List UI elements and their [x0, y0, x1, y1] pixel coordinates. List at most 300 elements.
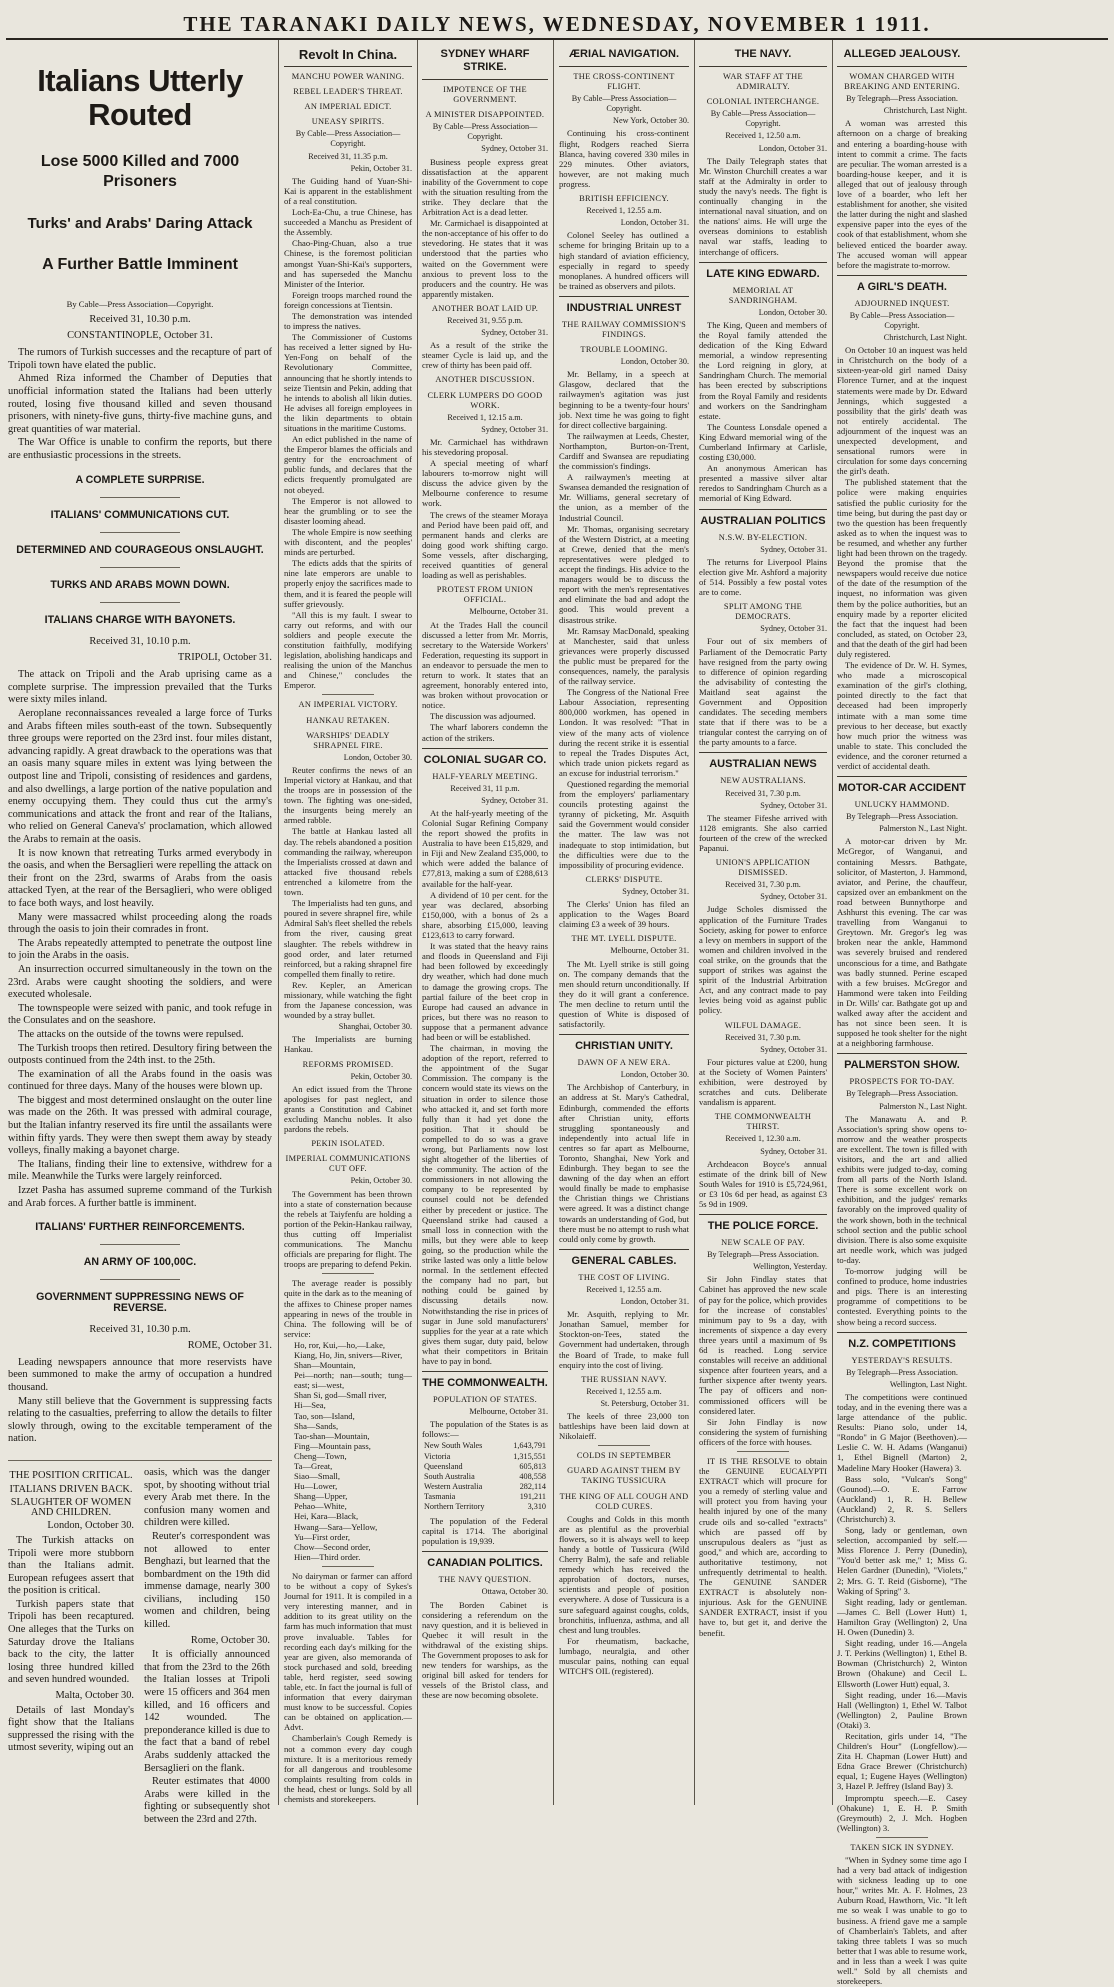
- dateline: Malta, October 30.: [55, 1690, 134, 1702]
- glossary-item: Hi—Sea,: [294, 1400, 326, 1411]
- paragraph: Details of last Monday's fight show that the Italians suppressed the rising with the utmost severity, wiping out an: [8, 1704, 134, 1754]
- table-row: [422, 1502, 548, 1512]
- paragraph: Mr. Ramsay MacDonald, speaking at Manchester, said that unless grievances were properly discussed the public must be prepared for the consequences, namely, the paralysis of the railway service.: [559, 625, 689, 687]
- paragraph: An anonymous American has presented a massive silver altar reredos to Sandringham Church as a memorial of King Edward.: [699, 463, 827, 504]
- byline: By Telegraph—Press Association.: [846, 1089, 958, 1099]
- subheading: THE COST OF LIVING.: [578, 1272, 670, 1282]
- glossary-item: Tao, son—Island,: [294, 1410, 355, 1421]
- paragraph: An edict published in the name of the Emperor blames the officials and gentry for the encroachment of public funds, and declares that the edicts frequently promulgated are not obeyed.: [284, 434, 412, 495]
- received-line: Received 31, 10.30 p.m.: [89, 1323, 191, 1335]
- glossary-item: Fing—Mountain pass,: [294, 1440, 371, 1451]
- dateline: Sydney, October 31.: [760, 544, 827, 554]
- table-row: [422, 1452, 548, 1462]
- advert-heading: COLDS IN SEPTEMBER: [576, 1451, 672, 1461]
- dateline: Melbourne, October 31.: [469, 607, 548, 617]
- paragraph: The Guiding hand of Yuan-Shi-Kai is apparent in the establishment of a real constitution.: [284, 175, 412, 206]
- dateline: London, October 31.: [620, 1297, 689, 1307]
- glossary-list: [284, 1340, 412, 1562]
- paragraph: The Daily Telegraph states that Mr. Winston Churchill creates a war staff at the Admiralty in order to study the navy's needs. The fight is continually changing in the international naval situation, and on the nations' aims. He will urge the overseas dominions to establish naval war staffs, leading to interchange of officers.: [699, 155, 827, 257]
- paragraph: The Government has been thrown into a state of consternation because the rebels at Taiyfenfu are holding a portion of the Pekin-Hankau railway, thus cutting off Imperialist communications. The Manchu officials are preparing for flight. The troops are preparing to defend Pekin.: [284, 1188, 412, 1270]
- subheading: PEKIN ISOLATED.: [311, 1139, 385, 1149]
- subheading: ANOTHER DISCUSSION.: [435, 375, 535, 385]
- dateline: Palmerston N., Last Night.: [879, 824, 967, 834]
- subheading: UNEASY SPIRITS.: [311, 117, 385, 127]
- subheading: NEW AUSTRALIANS.: [720, 776, 806, 786]
- paragraph: The Italians, finding their line to extensive, withdrew for a mile. Meanwhile the Turks were largely reinforced.: [8, 1158, 272, 1183]
- paragraph: The Emperor is not allowed to hear the grumbling or to see the disaster looming ahead.: [284, 495, 412, 526]
- divider: [699, 66, 827, 67]
- subheading: THE POSITION CRITICAL.: [9, 1469, 133, 1481]
- dateline: St. Petersburg, October 31.: [600, 1398, 689, 1408]
- dateline: Sydney, October 31.: [481, 424, 548, 434]
- column-rule: [553, 40, 554, 1805]
- glossary-item: Shan Si, god—Small river,: [294, 1390, 387, 1401]
- table-row: [422, 1492, 548, 1502]
- glossary-item: Kiang, Ho, Jin, snivers—River,: [294, 1349, 403, 1360]
- subheading: GOVERNMENT SUPPRESSING NEWS OF REVERSE.: [36, 1291, 244, 1314]
- paragraph: The edicts adds that the spirits of nine late emperors are unable to properly enjoy the sacrifices made to them, and it is feared the people will suffer grievously.: [284, 558, 412, 609]
- paragraph: The Mt. Lyell strike is still going on. The company demands that the men should return unconditionally. If they do it will grant a conference. The men decline to return until the question of White is disposed of satisfactorily.: [559, 958, 689, 1030]
- divider: [876, 1837, 928, 1838]
- subheading: ADJOURNED INQUEST.: [854, 298, 950, 308]
- population-table: [422, 1441, 548, 1512]
- short-rule: [100, 1244, 179, 1245]
- dateline: Rome, October 30.: [190, 1634, 270, 1646]
- dateline: London, October 31.: [758, 143, 827, 153]
- paragraph: The discussion was adjourned.: [430, 711, 536, 722]
- divider: [837, 776, 967, 777]
- glossary-item: Chow—Second order,: [294, 1541, 371, 1552]
- divider: [699, 262, 827, 263]
- paragraph: Sight reading, lady or gentleman.—James C. Bell (Lower Hutt) 1, Hamilton Gray (Wellington) 2, Una H. Owen (Dunedin) 3.: [837, 1596, 967, 1638]
- paragraph: The attacks on the outside of the towns were repulsed.: [18, 1028, 244, 1040]
- paragraph: An insurrection occurred simultaneously in the town on the 23rd. Arabs were caught shooting the soldiers, and were executed wholesale.: [8, 963, 272, 1001]
- subheading: WARSHIPS' DEADLY SHRAPNEL FIRE.: [306, 730, 390, 750]
- advertisement: No dairyman or farmer can afford to be without a copy of Sykes's Journal for 1911. It is compiled in a very interesting manner, and in addition to its great utility on the farm has much information that must prove invaluable. Tables for recording each day's milking for the year are given, also memoranda of stock purchased and sold, breeding table, herd register, seed sowing table, etc. In fact the journal is full of information that every dairyman must know to be successful. Copies can be obtained on application.—Advt.: [284, 1570, 412, 1733]
- subheading: WOMAN CHARGED WITH BREAKING AND ENTERING.: [844, 72, 960, 92]
- paragraph: Mr. Carmichael has withdrawn his stevedoring proposal.: [422, 436, 548, 457]
- dateline: Ottawa, October 30.: [481, 1587, 548, 1597]
- paragraph: The Imperialists are burning Hankau.: [284, 1034, 412, 1055]
- dateline: Sydney, October 31.: [760, 1146, 827, 1156]
- paragraph: The Turkish attacks on Tripoli were more stubborn than the Italians admit. European refugees assert that the position is critical.: [8, 1534, 134, 1597]
- headline-deck-1: Lose 5000 Killed and 7000 Prisoners: [40, 153, 240, 190]
- paragraph: Loch-Ea-Chu, a true Chinese, has succeeded a Manchu as President of the Assembly.: [284, 207, 412, 238]
- glossary-item: Hwang—Sara—Yellow,: [294, 1521, 378, 1532]
- subheading: PROTEST FROM UNION OFFICIAL.: [436, 585, 534, 605]
- paragraph: Impromptu speech.—E. Casey (Ohakune) 1, E. H. P. Smith (Greymouth) 2, J. Mch. Hogben (Wellington) 3.: [837, 1792, 967, 1833]
- paragraph: Questioned regarding the memorial from the employers' parliamentary councils protesting against the tyranny of picketing, Mr. Asquith said the Government would consider the matter. The law was not inadequate to stop intimidation, but the difficulties were due to the impossibility of procuring evidence.: [559, 779, 689, 870]
- dateline: Shanghai, October 30.: [338, 1022, 412, 1032]
- article-title: THE POLICE FORCE.: [707, 1220, 819, 1233]
- paragraph: Chao-Ping-Chuan, also a true Chinese, is the foremost politician amongst Yuan-Shi-Kai's supporters, and has superseded the Manchu Minister of the Interior.: [284, 238, 412, 289]
- paragraph: The Archbishop of Canterbury, in an address at St. Mary's Cathedral, Edinburgh, commended the efforts after Christian unity, efforts struggling spontaneously and independently into actual life in centres so far apart as Melbourne, Toronto, Shanghai, New York and Edinburgh. They began to see the dawning of the day when an effort would finally be made to emphasise the Christian things we Christians were agreed. It was a distinct change towards an understanding of God, but there must be no attempt to rush what could only come by growth.: [559, 1082, 689, 1244]
- subheading: ITALIANS' FURTHER REINFORCEMENTS.: [35, 1221, 245, 1234]
- paragraph: Judge Scholes dismissed the application of the Furniture Trades Society, asking for power to enforce a levy on members in support of the women and children involved in the coal strike, on the grounds that the support of strikes was against the spirit of the Industrial Arbitration Act, and any contract made to pay levies being void as against public policy.: [699, 904, 827, 1016]
- dateline: London, October 31.: [620, 218, 689, 228]
- dateline: Sydney, October 31.: [622, 886, 689, 896]
- article-title: A GIRL'S DEATH.: [856, 280, 947, 293]
- paragraph: To-morrow judging will be confined to produce, home industries and pigs. There is an interesting programme of competitions to be contested. Everything points to the show being a record success.: [837, 1266, 967, 1327]
- headline-deck-2: Turks' and Arabs' Daring Attack: [27, 215, 253, 232]
- paragraph: The Clerks' Union has filed an application to the Wages Board claiming £3 a week of 39 hours.: [559, 899, 689, 930]
- state-population: 282,114: [519, 1481, 546, 1491]
- subheading: BRITISH EFFICIENCY.: [579, 194, 669, 204]
- dateline: Melbourne, October 31.: [469, 1407, 548, 1417]
- paragraph: "All this is my fault. I swear to carry out reforms, and with our soldiers and people execute the constitution faithfully, modifying legislation, abolishing handicaps and realising the union of the Manchus and Chinese," concludes the Emperor.: [284, 609, 412, 691]
- glossary-item: Cheng—Town,: [294, 1450, 347, 1461]
- paragraph: Turkish papers state that Tripoli has been recaptured. One alleges that the Turks on Saturday drove the Italians back to the city, the latter losing three hundred killed and seven hundred wounded.: [8, 1598, 134, 1686]
- headline-deck-3: A Further Battle Imminent: [42, 256, 238, 273]
- article-title: ÆRIAL NAVIGATION.: [569, 48, 679, 60]
- subheading: DAWN OF A NEW ERA.: [577, 1058, 671, 1068]
- dateline: Sydney, October 31.: [760, 624, 827, 634]
- paragraph: As a result of the strike the steamer Cycle is laid up, and the crew of thirty has been paid off.: [422, 340, 548, 371]
- article-title: PALMERSTON SHOW.: [844, 1059, 960, 1072]
- dateline: TRIPOLI, October 31.: [177, 652, 272, 664]
- article-title: AUSTRALIAN NEWS: [709, 758, 817, 771]
- paragraph: Ahmed Riza informed the Chamber of Deputies that unofficial information stated the Italians had been utterly routed, losing five thousand killed and seven thousand prisoners, with ninety-five guns, thirty-five machine guns, and great quantities of war material.: [8, 373, 272, 435]
- glossary-item: Pehao—White,: [294, 1501, 347, 1512]
- short-rule: [100, 532, 179, 533]
- advertisement: Chamberlain's Cough Remedy is not a common every day cough mixture. It is a meritorious remedy for all dangerous and troublesome complaints resulting from colds in the head, chest or lungs. Sold by all chemists and storekeepers.: [284, 1733, 412, 1804]
- subheading: YESTERDAY'S RESULTS.: [851, 1355, 953, 1365]
- column-rule: [278, 40, 279, 1805]
- state-name: New South Wales: [424, 1441, 483, 1451]
- paragraph: The Turkish troops then retired. Desultory firing between the outposts continued from the 24th inst. to the 25th.: [8, 1042, 272, 1067]
- state-population: 191,211: [519, 1491, 546, 1501]
- paragraph: The population of the States is as follows:—: [422, 1419, 548, 1440]
- paragraph: Sir John Findlay states that Cabinet has approved the new scale of pay for the police, which provides for the increase of constables' minimum pay to 9s a day, with increments of sixpence a day every three years until a maximum of 9s 6d is reached. Long service constables will receive an additional sixpence after fourteen years, and a further sixpence after twenty years. The pay of officers and non-commissioned officers will be considered later.: [699, 1274, 827, 1416]
- received-line: Received 1, 12.15 a.m.: [447, 412, 523, 422]
- paragraph: A motor-car driven by Mr. McGregor, of Wanganui, and containing Messrs. Bathgate, solicitor, of Masterton, J. Hammond, aviator, and Perine, the chauffeur, capsized over an embankment on the road between Bunnythorpe and Ashhurst this evening. The car was travelling from Wanganui to Greytown. Mr. Gregor's leg was broken near the ankle, Hammond was severely bruised and rendered unconscious for a time, and Bathgate was badly stunned. Perine escaped with a few bruises. McGregor and Hammond were taken into Feilding in Dr. Wills' car. Bathgate got up and walked away after the accident and has not since been seen. It is supposed he took shelter for the night at a neighboring farmhouse.: [837, 836, 967, 1049]
- subheading: MANCHU POWER WANING.: [291, 72, 405, 81]
- column-4: [559, 44, 689, 1803]
- paragraph: A railwaymen's meeting at Swansea demanded the resignation of Mr. Williams, general secretary of the union, as a member of the Industrial Council.: [559, 472, 689, 523]
- paragraph: Mr. Bellamy, in a speech at Glasgow, declared that the railwaymen's agitation was just beginning to be a twenty-four hours' job. Next time he was going to fight for direct collective bargaining.: [559, 369, 689, 430]
- subheading: NEW SCALE OF PAY.: [721, 1238, 805, 1248]
- byline: By Telegraph—Press Association.: [846, 1367, 958, 1377]
- byline: By Telegraph—Press Association.: [846, 812, 958, 822]
- paragraph: The Borden Cabinet is considering a referendum on the navy question, and it is believed in Quebec it will result in the withdrawal of the existing ships. The Government proposes to ask for new tenders for warships, as the original bill asked for tenders for vessels of the Bristol class, and these are now becoming obsolete.: [422, 1599, 548, 1701]
- paragraph: Foreign troops marched round the foreign concessions at Tientsin.: [284, 289, 412, 310]
- subheading: MEMORIAL AT SANDRINGHAM.: [728, 285, 798, 305]
- subheading: IMPOTENCE OF THE GOVERNMENT.: [443, 85, 527, 105]
- paragraph: Colonel Seeley has outlined a scheme for bringing Britain up to a high standard of aviation efficiency, especially in regard to speedy monoplanes. A hundred officers will be trained as observers and pilots.: [559, 230, 689, 291]
- subheading: SPLIT AMONG THE DEMOCRATS.: [723, 602, 803, 622]
- subheading: THE RAILWAY COMMISSION'S FINDINGS.: [561, 319, 687, 339]
- paragraph: The War Office is unable to confirm the reports, but there are enthusiastic processions in the streets.: [8, 437, 272, 462]
- advertisement: "When in Sydney some time ago I had a very bad attack of indigestion with sickness leading up to one hour," writes Mr. A. F. Holmes, 23 Auburn Road, Hawthorn, Vic. "It left me so weak I was unable to go to business. A friend gave me a sample of Chamberlain's Tablets, and after taking three tablets I was so much better that I was able to resume work, and in less than a week I was quite well." Sold by all chemists and storekeepers.: [837, 1855, 967, 1987]
- dateline: Sydney, October 31.: [760, 892, 827, 902]
- divider: [322, 1566, 373, 1567]
- byline: By Cable—Press Association—Copyright.: [432, 122, 538, 142]
- paragraph: It was stated that the heavy rains and floods in Queensland and Fiji had been followed by exceedingly dry weather, which had done much to damage the growing crops. The partial failure of the beet crop in Europe had caused an advance in prices, but there was no reason to suppose that a permanent advance had been or will be established.: [422, 941, 548, 1042]
- subheading: TURKS AND ARABS MOWN DOWN.: [50, 578, 230, 591]
- dateline: Melbourne, October 31.: [610, 946, 689, 956]
- paragraph: The competitions were continued today, and in the evening there was a large attendance of the public. Results: Piano solo, under 14, "Rondo" in G Major (Beethoven).—Leslie C. W. H. Adams (Wanganui) 1, Ethel Bignell (Marton) 2, Madeline Mary Hooker (Hawera) 3.: [837, 1391, 967, 1473]
- paragraph: The population of the Federal capital is 1714. The aboriginal population is 19,939.: [422, 1516, 548, 1547]
- article-title: GENERAL CABLES.: [571, 1254, 677, 1267]
- subheading: WILFUL DAMAGE.: [724, 1020, 802, 1030]
- paragraph: It is now known that retreating Turks armed everybody in the oasis, and when the Bersaglieri were repelling the attack on their front on the 23rd, swarms of Arabs from the oasis attacked Tyen, at the rear of the Bersaglieri, who were obliged to face both ways, and lost heavily.: [8, 847, 272, 909]
- dateline: New York, October 30.: [613, 116, 689, 126]
- short-rule: [100, 567, 179, 568]
- divider: [322, 694, 373, 695]
- paragraph: Mr. Carmichael is disappointed at the non-acceptance of his offer to do stevedoring. He states that it was understood that the parties who waited on the Government were anxious to prevent loss to the producers and the country. He was apparently mistaken.: [422, 218, 548, 299]
- glossary-item: Ho, ror, Kui,—ho,—Lake,: [294, 1339, 386, 1350]
- sub-column-right: [144, 1467, 270, 1828]
- paragraph: A woman was arrested this afternoon on a charge of breaking and entering a boarding-house with intent to commit a crime. The facts are peculiar. The woman arrested is a boarding-house keeper, and it is alleged that out of jealousy through love of a boarder, who left her establishment for another, she visited the latter during the night and slashed expensive paper into the eyes of the cook of that establishment, whom she believed enticed the boarder away. The accused woman will appear before the magistrate to-morrow.: [837, 118, 967, 270]
- paragraph: Business people express great dissatisfaction at the apparent inability of the Government to cope with the situation resulting from the strike. They declare that the Arbitration Act is a dead letter.: [422, 156, 548, 218]
- subheading: TROUBLE LOOMING.: [580, 345, 668, 355]
- dateline: Christchurch, Last Night.: [883, 106, 967, 116]
- divider: [422, 1371, 548, 1372]
- subheading: THE CROSS-CONTINENT FLIGHT.: [573, 72, 675, 92]
- state-population: 408,558: [519, 1471, 546, 1481]
- paragraph: The attack on Tripoli and the Arab uprising came as a complete surprise. The impression prevailed that the Turks were sixty miles inland.: [8, 669, 272, 706]
- subheading: AN IMPERIAL VICTORY.: [298, 700, 398, 710]
- advertisement: Coughs and Colds in this month are as plentiful as the proverbial flowers, so it is always well to keep handy a bottle of Tussicura (Wild Cherry Balm), the safe and reliable remedy which has received the approbation of doctors, nurses, scientists and people of position everywhere. A dose of Tussicura is a sure safeguard against coughs, colds, bronchitis, influenza, asthma, and all chest and lung troubles.: [559, 1513, 689, 1635]
- dateline: Sydney, October 31.: [481, 144, 548, 154]
- paragraph: Reuter confirms the news of an Imperial victory at Hankau, and that the troops are in possession of the town. The fighting was one-sided, the insurgents being merely an armed rabble.: [284, 764, 412, 826]
- subheading: THE NAVY QUESTION.: [438, 1575, 532, 1585]
- state-population: 605,813: [519, 1461, 546, 1471]
- article-title: SYDNEY WHARF STRIKE.: [440, 48, 530, 73]
- glossary-item: Tao-shan—Mountain,: [294, 1430, 370, 1441]
- short-rule: [100, 602, 179, 603]
- received-line: Received 31, 9.55 p.m.: [447, 315, 523, 325]
- subheading: UNION'S APPLICATION DISMISSED.: [715, 858, 811, 878]
- paragraph: Four pictures value at £200, hung at the Society of Women Painters' exhibition, were destroyed by scratches and cuts. Deliberate vandalism is apparent.: [699, 1056, 827, 1108]
- dateline: CONSTANTINOPLE, October 31.: [67, 330, 213, 342]
- subheading: IMPERIAL COMMUNICATIONS CUT OFF.: [285, 1154, 411, 1174]
- state-name: Northern Territory: [424, 1502, 485, 1511]
- dateline: London, October 30.: [620, 357, 689, 367]
- paragraph: On October 10 an inquest was held in Christchurch on the body of a sixteen-year-old girl named Daisy Florence Turner, and at the inquest statements were made by Dr. Edward Jennings, which suggested a possibility that the girls' death was not entirely accidental. The adjournment of the inquest was an unexpected development, and sensational rumors were in circulation for some days concerning the girl's death.: [837, 345, 967, 477]
- paragraph: Four out of six members of Parliament of the Democratic Party have resigned from the party owing to difference of opinion regarding the advisability of contesting the Maitland seat against the Government and Opposition candidates. The seceding members state that if there was to be a triangular contest the carrying on of the party amounts to a farce.: [699, 636, 827, 748]
- paragraph: The Commissioner of Customs has received a letter signed by Hu-Yen-Fong on behalf of the Revolutionary Committee, announcing that he shortly intends to seize Tientsin and Pekin, adding that he intends to abolish all likin duties. He advises all foreign employees in the likin departments to obtain situations in the maritime Customs.: [284, 332, 412, 433]
- table-row: [422, 1482, 548, 1492]
- article-title: LATE KING EDWARD.: [706, 267, 820, 280]
- byline: By Cable—Press Association—Copyright.: [295, 129, 401, 149]
- paragraph: Song, lady or gentleman, own selection, accompanied by self.—Miss Florence J. Perry (Dunedin), "You'd better ask me," 1; Miss G. Helen Gardner (Dunedin), "Violets," 2; Mrs. G. T. Reid (Gisborne), "The Waking of Spring" 3.: [837, 1525, 967, 1596]
- paragraph: A dividend of 10 per cent. for the year was declared, absorbing £150,000, with a bonus of 2s a share, absorbing £15,000, leaving £123,613 to carry forward.: [422, 889, 548, 941]
- received-line: Received 1, 12.55 a.m.: [586, 1284, 662, 1294]
- subheading: AN IMPERIAL EDICT.: [304, 102, 392, 112]
- dateline: Christchurch, Last Night.: [883, 333, 967, 343]
- paragraph: Continuing his cross-continent flight, Rodgers reached Sierra Blanca, having covered 330 miles in 229 minutes. Other aviators, however, are not making much progress.: [559, 128, 689, 189]
- glossary-item: Pei—north; nan—south; tung—east; si—west,: [294, 1370, 412, 1391]
- state-population: 3,310: [527, 1502, 546, 1511]
- dateline: Pekin, October 31.: [350, 163, 412, 173]
- article-title: COLONIAL SUGAR CO.: [423, 753, 547, 766]
- dateline: ROME, October 31.: [187, 1339, 272, 1351]
- article-title: MOTOR-CAR ACCIDENT: [838, 782, 966, 795]
- dateline: Pekin, October 30.: [350, 1176, 412, 1186]
- dateline: Sydney, October 31.: [760, 800, 827, 810]
- paragraph: Reuter's correspondent was not allowed to enter Benghazi, but learned that the bombardment on the 19th did immense damage, nearly 300 civilians, including 150 women and children, being killed.: [144, 1530, 270, 1631]
- paragraph: The biggest and most determined onslaught on the outer line was made on the 26th. It was pressed with admiral courage, but the Italian infantry reserved its fire until the assailants were within fifty yards. They were then swept them away by steady volleys, finally making a bayonet charge.: [8, 1094, 272, 1157]
- byline: By Telegraph—Press Association.: [846, 94, 958, 104]
- subheading: ITALIANS CHARGE WITH BAYONETS.: [44, 614, 236, 626]
- paragraph: Many were massacred whilst proceeding along the roads through the oasis to join their comrades in front.: [8, 911, 272, 936]
- paragraph: Reuter estimates that 4000 Arabs were killed in the fighting or subsequently shot between the 23rd and 27th.: [144, 1776, 270, 1825]
- subheading: ITALIANS' COMMUNICATIONS CUT.: [50, 508, 230, 521]
- paragraph: The evidence of Dr. W. H. Symes, who made a microscopical examination of the girl's clothing, pointed directly to the fact that deceased had been improperly intimate with a man some time previous to her decease, but exactly how much prior the witness was unable to state. This concluded the evidence, and the coroner returned a verdict of accidental death.: [837, 660, 967, 771]
- paragraph: Aeroplane reconnaissances revealed a large force of Turks and Arabs fifteen miles south-east of the town. Subsequently three groups were reported on the 23rd inst. four miles distant, advancing rapidly. A great drawback to the operations was that an oasis many square miles in extent was lying between the outpost line and Tripoli, consisting of residences and gardens, and also dwellings, a large portion of the native population and enemy occupying them. They could thus cut the army's communications and attack the front and rear of the Italians, who relied on General Caneva's' proclamation, which allowed the Arabs to remain at the oasis.: [8, 708, 272, 845]
- divider: [559, 1249, 689, 1250]
- masthead: THE TARANAKI DAILY NEWS, WEDNESDAY, NOVEMBER 1 1911.: [183, 12, 931, 36]
- paragraph: Leading newspapers announce that more reservists have been summoned to make the army of occupation a hundred thousand.: [8, 1356, 272, 1393]
- article-title: AUSTRALIAN POLITICS: [700, 514, 826, 527]
- byline: By Telegraph—Press Association.: [707, 1250, 819, 1260]
- paragraph: The published statement that the police were making enquiries satisfied the public curiosity for the time being, but during the past day or two the question has been frequently asked as to when the inquest was to be resumed, and whether any further light had been thrown on the tragedy. Beyond the promise that the newspapers would receive due notice of the date of the resumption of the inquest, no information was given them by the police authorities, but an enquiry made by a reporter elicited the fact that the inquest had been concluded, as stated, on October 23, and that the death of the girl had been duly registered.: [837, 477, 967, 659]
- subheading: THE COMMONWEALTH THIRST.: [714, 1112, 812, 1132]
- dateline: London, October 30.: [343, 752, 412, 762]
- dateline: Pekin, October 30.: [350, 1071, 412, 1081]
- subheading: COLONIAL INTERCHANGE.: [706, 97, 820, 107]
- article-title: ALLEGED JEALOUSY.: [843, 48, 961, 60]
- glossary-item: Sha—Sands,: [294, 1420, 339, 1431]
- subheading: CLERK LUMPERS DO GOOD WORK.: [427, 390, 543, 410]
- column-rule: [832, 40, 833, 1805]
- received-line: Received 31, 11.35 p.m.: [308, 151, 388, 161]
- dateline: Palmerston N., Last Night.: [879, 1101, 967, 1111]
- subheading: SLAUGHTER OF WOMEN AND CHILDREN.: [10, 1497, 132, 1518]
- paragraph: Many still believe that the Government is suppressing facts relating to the casualties, preferring to allow the details to filter slowly through, owing to the excitable temperament of the nation.: [8, 1395, 272, 1445]
- glossary-item: Hu—Lower,: [294, 1481, 338, 1492]
- received-line: Received 1, 12.30 a.m.: [725, 1134, 801, 1144]
- glossary-item: Yu—First order,: [294, 1531, 350, 1542]
- dateline: Sydney, October 31.: [481, 328, 548, 338]
- dateline: Wellington, Last Night.: [889, 1379, 967, 1389]
- dateline: London, October 30.: [620, 1070, 689, 1080]
- dateline: London, October 30.: [47, 1520, 134, 1532]
- paragraph: The rumors of Turkish successes and the recapture of part of Tripoli town have elated the public.: [8, 347, 272, 371]
- subheading: CLERKS' DISPUTE.: [585, 874, 663, 884]
- divider: [284, 66, 412, 67]
- sub-columns: [8, 1461, 272, 1891]
- paragraph: The crews of the steamer Moraya and Period have been paid off, and permanent hands and clerks are doing good work shifting cargo. Some vessels, after discharging, received quantities of general loading as well as perishables.: [422, 509, 548, 581]
- subheading: DETERMINED AND COURAGEOUS ONSLAUGHT.: [16, 543, 264, 556]
- column-5: [699, 44, 827, 1803]
- byline: By Cable—Press Association—Copyright.: [66, 299, 214, 309]
- subheading: REBEL LEADER'S THREAT.: [293, 87, 403, 97]
- paragraph: The Arabs repeatedly attempted to penetrate the outpost line to join the Arabs in the oasis.: [8, 937, 272, 962]
- byline: By Cable—Press Association—Copyright.: [710, 109, 816, 129]
- paragraph: Archdeacon Boyce's annual estimate of the drink bill of New South Wales for 1910 is £5,724,961, or £3 10s 6d per head, as against £3 5s 9d in 1909.: [699, 1158, 827, 1209]
- article-title: CHRISTIAN UNITY.: [575, 1040, 673, 1053]
- paragraph: The Countess Lonsdale opened a King Edward memorial wing of the Cumberland Infirmary at Carlisle, costing £30,000.: [699, 421, 827, 463]
- glossary-item: Ta—Great,: [294, 1461, 333, 1471]
- divider: [422, 748, 548, 749]
- divider: [322, 1273, 373, 1274]
- divider: [737, 1451, 788, 1452]
- paragraph: Sight reading, under 16.—Angela J. T. Perkins (Wellington) 1, Ethel B. Bowman (Christchurch) 2, Winton Brown (Ohakune) and Cecil L. Ellsworth (Lower Hutt) equal, 3.: [837, 1638, 967, 1689]
- subheading: PROSPECTS FOR TO-DAY.: [849, 1077, 955, 1087]
- table-row: [422, 1441, 548, 1451]
- paragraph: The average reader is possibly quite in the dark as to the meaning of the affixes to Chinese proper names appearing in news of the trouble in China. The following will be of service:: [284, 1278, 412, 1339]
- divider: [559, 66, 689, 67]
- subheading: POPULATION OF STATES.: [432, 1395, 538, 1405]
- state-name: Western Australia: [424, 1481, 483, 1491]
- subheading: N.S.W. BY-ELECTION.: [718, 532, 808, 542]
- divider: [559, 296, 689, 297]
- received-line: Received 31, 10.10 p.m.: [89, 636, 191, 648]
- state-name: Queensland: [424, 1461, 463, 1471]
- dateline: Wellington, Yesterday.: [753, 1262, 827, 1272]
- state-name: South Australia: [424, 1471, 475, 1481]
- received-line: Received 31, 7.30 p.m.: [725, 880, 801, 890]
- subheading: WAR STAFF AT THE ADMIRALTY.: [723, 72, 803, 92]
- subheading: REFORMS PROMISED.: [302, 1059, 394, 1069]
- paragraph: The Congress of the National Free Labour Association, representing 800,000 workmen, has opened in London. It was resolved: "That in view of the many acts of violence during the recent strike it is essential to repeal the Trades Disputes Act, which trade union pickets regard as an excuse for industrial terrorism.": [559, 687, 689, 778]
- paragraph: Bass solo, "Vulcan's Song" (Gounod).—O. E. Farrow (Auckland) 1, R. H. Bellew (Auckland) 2, R. S. Sellers (Christchurch) 3.: [837, 1473, 967, 1524]
- subheading: HANKAU RETAKEN.: [306, 715, 390, 725]
- received-line: Received 31, 7.30 p.m.: [725, 1032, 801, 1042]
- glossary-item: Siao—Small,: [294, 1471, 341, 1482]
- column-3: [422, 44, 548, 1803]
- article-title: THE COMMONWEALTH.: [422, 1377, 548, 1390]
- article-title: INDUSTRIAL UNREST: [566, 301, 682, 314]
- received-line: Received 1, 12.55 a.m.: [586, 206, 662, 216]
- dateline: London, October 30.: [758, 307, 827, 317]
- article-title: THE NAVY.: [734, 48, 792, 60]
- subheading: A MINISTER DISAPPOINTED.: [425, 110, 545, 120]
- column-rule: [417, 40, 418, 1805]
- column-rule: [694, 40, 695, 1805]
- advert-heading: THE KING OF ALL COUGH AND COLD CURES.: [559, 1491, 689, 1511]
- paragraph: The Manawatu A. and P. Association's spring show opens to-morrow and the weather prospects are excellent. The town is filled with visitors, and the art and allied exhibits were judged to-day, coming from all parts of the North Island. There is some excellent work on exhibition, and the judges' remarks favorably on the improved quality of the work shown, both in the technical school section and the public school division. There is also some exquisite art needle work, which was judged to-day.: [837, 1113, 967, 1265]
- glossary-item: Hien—Third order.: [294, 1551, 361, 1562]
- paragraph: The demonstration was intended to impress the natives.: [284, 310, 412, 332]
- subheading: HALF-YEARLY MEETING.: [432, 771, 538, 781]
- paragraph: The keels of three 23,000 ton battleships have been laid down at Nikolaieff.: [559, 1410, 689, 1442]
- byline: By Cable—Press Association—Copyright.: [571, 94, 677, 114]
- paragraph: The steamer Fifeshe arrived with 1128 emigrants. She also carried fourteen of the crew of the wrecked Papanui.: [699, 812, 827, 853]
- table-row: [422, 1462, 548, 1472]
- divider: [699, 509, 827, 510]
- paragraph: The King, Queen and members of the Royal family attended the dedication of the King Edward memorial, a window representing the Lord reigning in glory, at Sandringham Church. The memorial has been erected by subscriptions from the Royal Family and residents and workers on the Sandringham estate.: [699, 319, 827, 421]
- received-line: Received 1, 12.55 a.m.: [586, 1386, 662, 1396]
- paragraph: The wharf laborers condemn the action of the strikers.: [422, 722, 548, 743]
- paragraph: Recitation, girls under 14, "The Children's Hour" (Longfellow).—Zita H. Chapman (Lower Hutt) and Edna Grace Brewer (Christchurch) equal, 1; Eugene Hayes (Wellington) 3, Hazel P. Jeffrey (Island Bay) 3.: [837, 1730, 967, 1792]
- paragraph: The whole Empire is now seething with discontent, and the peoples' minds are perturbed.: [284, 526, 412, 558]
- lead-headline: Italians Utterly Routed: [37, 63, 243, 132]
- state-name: Victoria: [424, 1451, 451, 1461]
- glossary-item: Hei, Kara—Black,: [294, 1511, 359, 1522]
- subheading: THE MT. LYELL DISPUTE.: [571, 934, 677, 944]
- article-title: N.Z. COMPETITIONS: [848, 1337, 956, 1350]
- dateline: Sydney, October 31.: [481, 795, 548, 805]
- divider: [837, 66, 967, 67]
- paragraph: The returns for Liverpool Plains election give Mr. Ashford a majority of 514. Possibly a few postal votes are to come.: [699, 556, 827, 598]
- dateline: Sydney, October 31.: [760, 1044, 827, 1054]
- subheading: TAKEN SICK IN SYDNEY.: [850, 1842, 954, 1852]
- subheading: UNLUCKY HAMMOND.: [854, 800, 950, 810]
- subheading: ANOTHER BOAT LAID UP.: [431, 303, 539, 313]
- column-1-war-news: [8, 44, 272, 1825]
- state-population: 1,315,551: [513, 1451, 546, 1461]
- masthead-rule: [6, 38, 1108, 40]
- paragraph: The chairman, in moving the adoption of the report, referred to the appointment of the Sugar Commission. The company is the concern would state its views on the situation in order to silence those who attacked it, and set forth more fully than it had yet done the position. That it should be compelled to do so was a grave wrong, but Parliaments now lost sight altogether of the liberties of the community. The action of the commissioners in not allowing the company to be represented by counsel could not be defended either by precedent or justice. The Queensland strike had caused a small loss in connection with the mills, but they were able to keep going, so the production while the strike lasted was only a little below normal. In the settlement effected the company had no part, but nothing could be gained by discussing details now. Notwithstanding the rise in prices of sugar in June sold manufacturers' supplies for the year at a rate which gives them sugar, duty paid, below what their competitors in Britain have to pay in bond.: [422, 1043, 548, 1366]
- paragraph: A special meeting of wharf labourers to-morrow night will discuss the advice given by the Melbourne conference to resume work.: [422, 458, 548, 509]
- subheading: ITALIANS DRIVEN BACK.: [9, 1483, 133, 1495]
- advertisement: For rheumatism, backache, lumbago, neuralgia, and other muscular pains, nothing can equal WITCH'S OIL (registered).: [559, 1635, 689, 1677]
- column-6-inner: [837, 44, 967, 1987]
- table-row: [422, 1472, 548, 1482]
